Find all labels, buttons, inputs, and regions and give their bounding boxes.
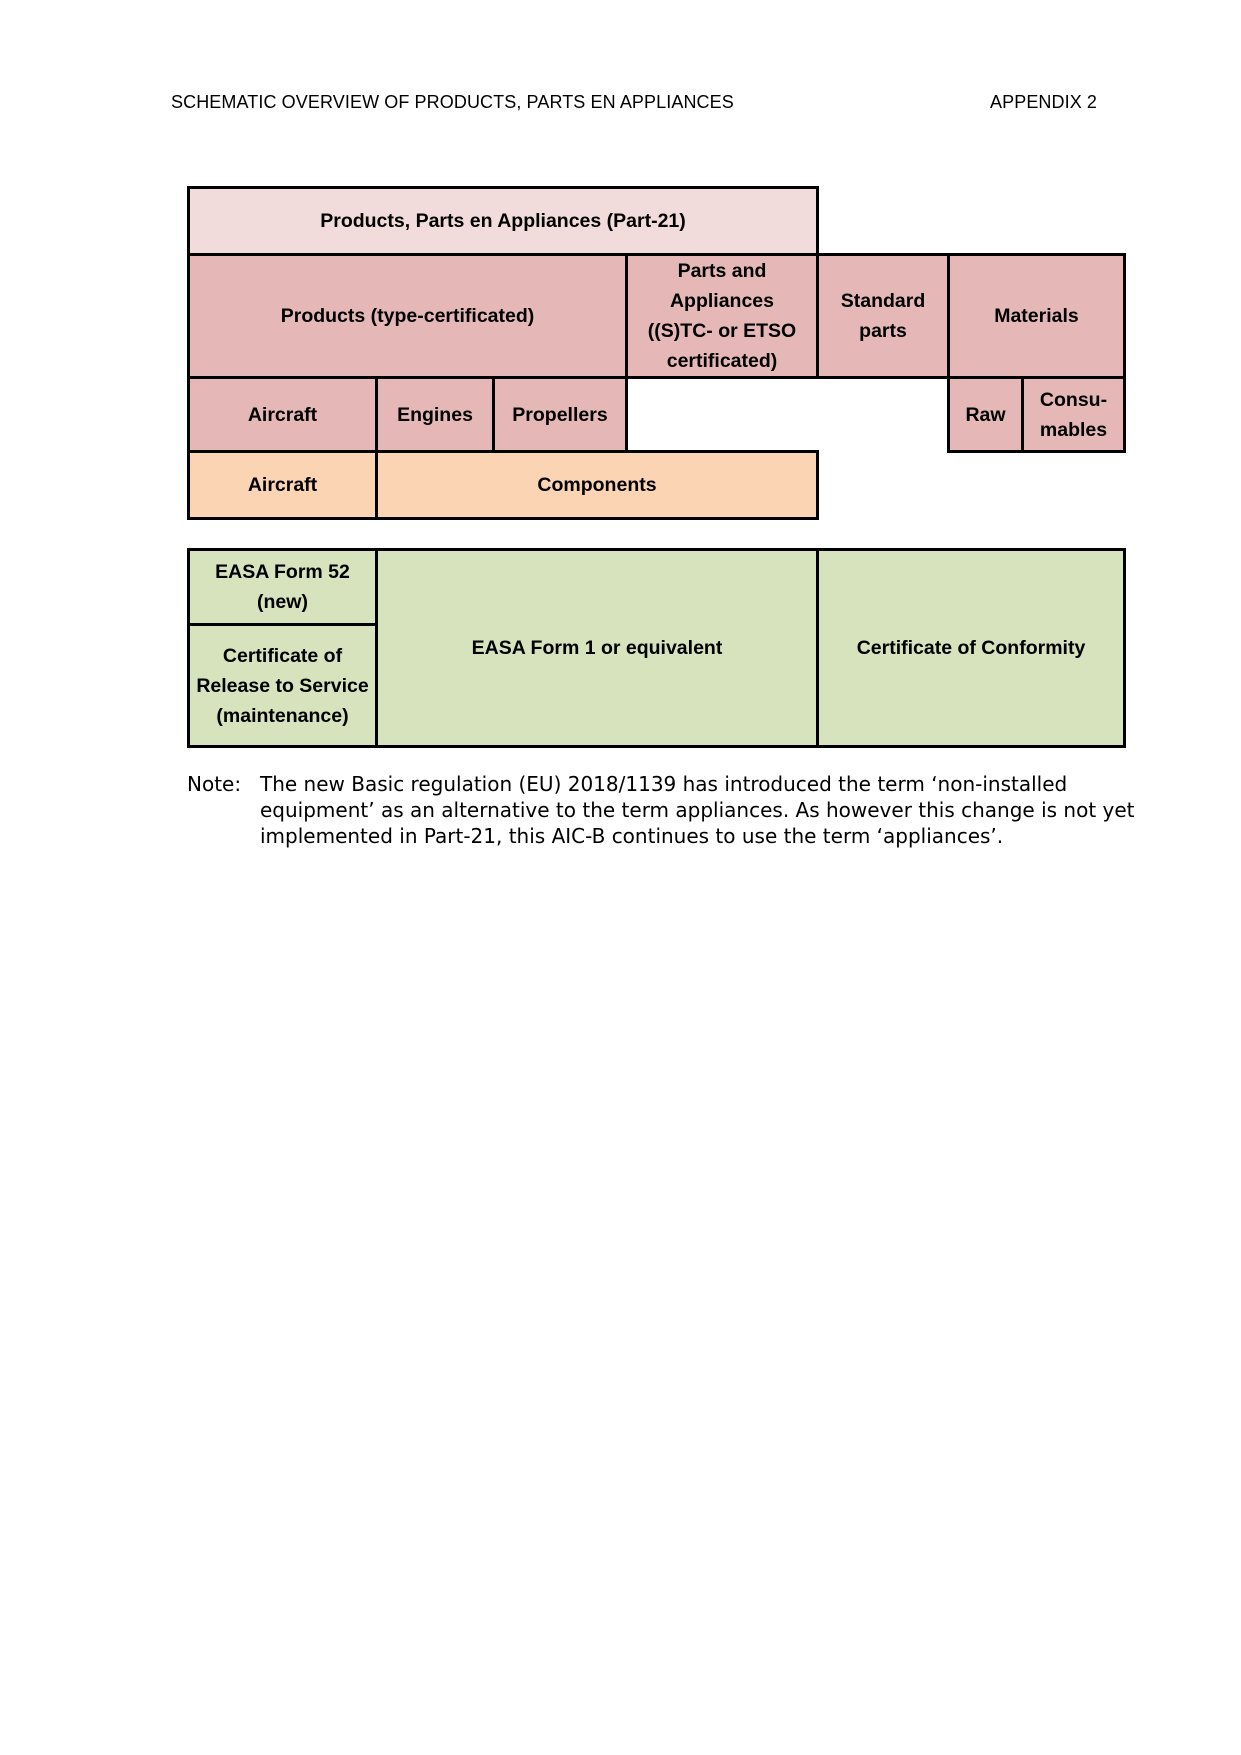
page-title: SCHEMATIC OVERVIEW OF PRODUCTS, PARTS EN APPLIANCES	[171, 92, 734, 112]
engines-box: Engines	[375, 376, 495, 453]
standard-parts-box: Standard parts	[816, 253, 950, 379]
form1-box: EASA Form 1 or equivalent	[375, 548, 819, 748]
root-box: Products, Parts en Appliances (Part-21)	[187, 186, 819, 256]
appendix-label: APPENDIX 2	[990, 92, 1098, 112]
note-label: Note:	[187, 772, 242, 796]
raw-box: Raw	[947, 376, 1024, 453]
coc-box: Certificate of Conformity	[816, 548, 1126, 748]
note-text: The new Basic regulation (EU) 2018/1139 has introduced the term ‘non-installed equipment’ as an alternative to the term appliances. As however this change is not yet implemented in Part-21, this AIC-B continues to use the term ‘appliances’.	[260, 772, 1135, 848]
crs-box: Certificate of Release to Service (maintenance)	[187, 623, 378, 748]
components-box: Components	[375, 450, 819, 520]
propellers-box: Propellers	[492, 376, 628, 453]
parts-appliances-box: Parts and Appliances ((S)TC- or ETSO certificated)	[625, 253, 819, 379]
aircraft-box: Aircraft	[187, 376, 378, 453]
materials-box: Materials	[947, 253, 1126, 379]
note	[187, 771, 1147, 849]
form52-box: EASA Form 52 (new)	[187, 548, 378, 626]
products-box: Products (type-certificated)	[187, 253, 628, 379]
aircraft-component-box: Aircraft	[187, 450, 378, 520]
consumables-box: Consu-mables	[1021, 376, 1126, 453]
